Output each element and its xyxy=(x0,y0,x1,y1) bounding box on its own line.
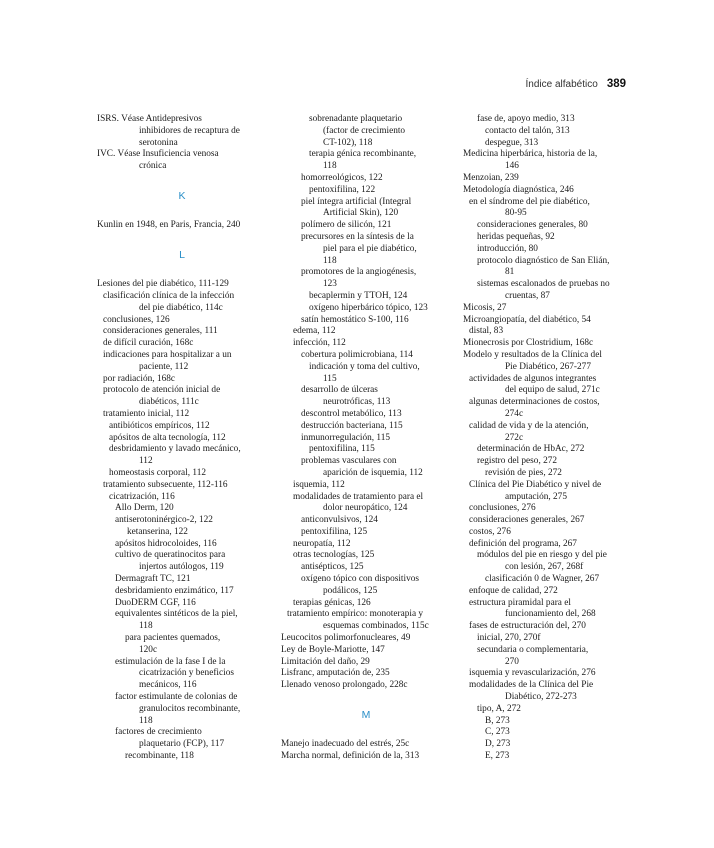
index-entry: 274c xyxy=(505,408,524,419)
index-entry: crónica xyxy=(139,161,167,172)
index-entry: factores de crecimiento xyxy=(115,727,202,738)
index-entry: oxígeno tópico con dispositivos xyxy=(301,574,420,585)
index-column-3 xyxy=(463,114,633,763)
index-entry: plaquetario (FCP), 117 xyxy=(139,739,225,750)
page-number: 389 xyxy=(606,78,626,90)
index-entry: 146 xyxy=(505,161,519,172)
index-entry: pentoxifilina, 122 xyxy=(309,184,376,195)
index-entry: de difícil curación, 168c xyxy=(103,338,194,349)
index-entry: antibióticos empíricos, 112 xyxy=(109,420,210,431)
index-entry: registro del peso, 272 xyxy=(477,456,558,467)
index-entry: amputación, 275 xyxy=(505,491,567,502)
index-entry: granulocitos recombinante, xyxy=(139,703,241,714)
index-entry: podálicos, 125 xyxy=(323,585,378,596)
index-entry: cobertura polimicrobiana, 114 xyxy=(301,349,413,360)
index-entry: tratamiento subsecuente, 112-116 xyxy=(103,479,228,490)
spacer xyxy=(97,232,267,244)
index-entry: edema, 112 xyxy=(293,326,336,337)
index-entry: otras tecnologías, 125 xyxy=(293,550,375,561)
index-entry: módulos del pie en riesgo y del pie xyxy=(477,550,607,561)
spacer xyxy=(97,208,267,220)
index-entry: Pie Diabético, 267-277 xyxy=(505,361,591,372)
index-entry: Menzoian, 239 xyxy=(463,172,519,183)
index-entry: 123 xyxy=(323,279,337,290)
index-entry: infección, 112 xyxy=(293,338,346,349)
index-entry: determinación de HbAc, 272 xyxy=(477,444,585,455)
spacer xyxy=(281,727,451,739)
index-entry: heridas pequeñas, 92 xyxy=(477,231,555,242)
index-entry: estructura piramidal para el xyxy=(469,597,571,608)
index-entry: tratamiento empírico: monoterapia y xyxy=(287,609,424,620)
index-entry: 118 xyxy=(139,621,153,632)
index-entry: consideraciones generales, 111 xyxy=(103,326,218,337)
index-entry: Medicina hiperbárica, historia de la, xyxy=(463,149,598,160)
index-entry: Artificial Skin), 120 xyxy=(323,208,399,219)
index-entry: serotonina xyxy=(139,137,178,148)
index-entry: Diabético, 272-273 xyxy=(505,692,577,703)
index-entry: homeostasis corporal, 112 xyxy=(109,467,206,478)
index-entry: becaplermin y TTOH, 124 xyxy=(309,290,408,301)
spacer xyxy=(97,173,267,185)
index-entry: Lisfranc, amputación de, 235 xyxy=(281,668,390,679)
index-entry: funcionamiento del, 268 xyxy=(505,609,596,620)
index-entry: apósitos de alta tecnología, 112 xyxy=(109,432,226,443)
index-entry: aparición de isquemia, 112 xyxy=(323,467,423,478)
index-entry: Marcha normal, definición de la, 313 xyxy=(281,751,420,762)
index-entry: estimulación de la fase I de la xyxy=(115,656,226,667)
index-entry: mecánicos, 116 xyxy=(139,680,197,691)
running-header xyxy=(526,78,626,90)
index-entry: isquemia, 112 xyxy=(293,479,345,490)
index-entry: 115 xyxy=(323,373,337,384)
index-entry: fase de, apoyo medio, 313 xyxy=(477,114,575,124)
index-entry: 118 xyxy=(139,715,153,726)
index-entry: isquemia y revascularización, 276 xyxy=(469,668,596,679)
index-entry: inmunorregulación, 115 xyxy=(301,432,390,443)
index-entry: neuropatía, 112 xyxy=(293,538,351,549)
index-column-1 xyxy=(97,114,267,763)
index-entry: E, 273 xyxy=(485,751,510,762)
index-entry: diabéticos, 111c xyxy=(139,397,199,408)
index-entry: Dermagraft TC, 121 xyxy=(115,574,191,585)
index-entry: antisépticos, 125 xyxy=(301,562,364,573)
index-entry: por radiación, 168c xyxy=(103,373,176,384)
spacer xyxy=(97,267,267,279)
index-entry: cultivo de queratinocitos para xyxy=(115,550,226,561)
index-entry: contacto del talón, 313 xyxy=(485,125,570,136)
index-entry: Leucocitos polimorfonucleares, 49 xyxy=(281,633,411,644)
index-entry: protocolo diagnóstico de San Elián, xyxy=(477,255,610,266)
index-entry: terapias génicas, 126 xyxy=(293,597,371,608)
index-entry: oxígeno hiperbárico tópico, 123 xyxy=(309,302,428,313)
index-entry: indicación y toma del cultivo, xyxy=(309,361,420,372)
index-entry: modalidades de la Clínica del Pie xyxy=(469,680,594,691)
index-entry: IVC. Véase Insuficiencia venosa xyxy=(97,149,219,160)
index-entry: algunas determinaciones de costos, xyxy=(469,397,600,408)
index-entry: Limitación del daño, 29 xyxy=(281,656,370,667)
index-entry: pentoxifilina, 125 xyxy=(301,526,368,537)
index-entry: apósitos hidrocoloides, 116 xyxy=(115,538,217,549)
index-entry: del equipo de salud, 271c xyxy=(505,385,600,396)
index-entry: 270 xyxy=(505,656,519,667)
index-entry: 81 xyxy=(505,267,515,278)
spacer xyxy=(281,692,451,704)
index-entry: factor estimulante de colonias de xyxy=(115,692,238,703)
index-entry: promotores de la angiogénesis, xyxy=(301,267,417,278)
index-entry: calidad de vida y de la atención, xyxy=(469,420,589,431)
index-entry: Allo Derm, 120 xyxy=(115,503,174,514)
index-entry: satín hemostático S-100, 116 xyxy=(301,314,409,325)
index-entry: consideraciones generales, 80 xyxy=(477,220,588,231)
index-entry: protocolo de atención inicial de xyxy=(103,385,221,396)
index-entry: B, 273 xyxy=(485,715,510,726)
index-entry: Ley de Boyle-Mariotte, 147 xyxy=(281,644,385,655)
index-entry: distal, 83 xyxy=(469,326,504,337)
index-entry: Llenado venoso prolongado, 228c xyxy=(281,680,408,691)
index-entry: injertos autólogos, 119 xyxy=(139,562,224,573)
section-letter: M xyxy=(361,708,371,721)
index-entry: 120c xyxy=(139,644,158,655)
index-entry: C, 273 xyxy=(485,727,510,738)
index-entry: Clínica del Pie Diabético y nivel de xyxy=(469,479,602,490)
index-entry: con lesión, 267, 268f xyxy=(505,562,584,573)
index-entry: DuoDERM CGF, 116 xyxy=(115,597,196,608)
index-entry: del pie diabético, 114c xyxy=(139,302,223,313)
index-entry: cicatrización y beneficios xyxy=(139,668,234,679)
index-entry: (factor de crecimiento xyxy=(323,125,406,136)
index-entry: sobrenadante plaquetario xyxy=(309,114,403,124)
index-entry: desarrollo de úlceras xyxy=(301,385,378,396)
index-entry: 80-95 xyxy=(505,208,527,219)
index-entry: Modelo y resultados de la Clínica del xyxy=(463,349,602,360)
index-entry: sistemas escalonados de pruebas no xyxy=(477,279,610,290)
index-entry: homorreológicos, 122 xyxy=(301,172,383,183)
index-entry: CT-102), 118 xyxy=(323,137,373,148)
index-entry: conclusiones, 276 xyxy=(469,503,536,514)
index-entry: destrucción bacteriana, 115 xyxy=(301,420,403,431)
index-entry: Metodología diagnóstica, 246 xyxy=(463,184,574,195)
section-title: Índice alfabético xyxy=(525,79,598,90)
index-entry: indicaciones para hospitalizar a un xyxy=(103,349,232,360)
index-entry: costos, 276 xyxy=(469,526,511,537)
index-entry: paciente, 112 xyxy=(139,361,189,372)
index-entry: recombinante, 118 xyxy=(125,751,194,762)
index-entry: clasificación 0 de Wagner, 267 xyxy=(485,574,600,585)
index-entry: modalidades de tratamiento para el xyxy=(293,491,424,502)
index-entry: ketanserina, 122 xyxy=(127,526,188,537)
index-entry: pentoxifilina, 115 xyxy=(309,444,375,455)
index-entry: Microangiopatía, del diabético, 54 xyxy=(463,314,591,325)
index-entry: Lesiones del pie diabético, 111-129 xyxy=(97,279,229,290)
index-entry: problemas vasculares con xyxy=(301,456,397,467)
index-entry: despegue, 313 xyxy=(485,137,539,148)
index-entry: 118 xyxy=(323,255,337,266)
index-entry: polímero de silicón, 121 xyxy=(301,220,392,231)
index-entry: definición del programa, 267 xyxy=(469,538,577,549)
index-entry: tratamiento inicial, 112 xyxy=(103,408,190,419)
index-entry: Kunlin en 1948, en Paris, Francia, 240 xyxy=(97,220,241,231)
index-entry: secundaria o complementaria, xyxy=(477,644,589,655)
index-entry: inhibidores de recaptura de xyxy=(139,125,240,136)
index-entry: revisión de pies, 272 xyxy=(485,467,562,478)
index-entry: anticonvulsivos, 124 xyxy=(301,515,378,526)
index-entry: desbridamiento y lavado mecánico, xyxy=(109,444,241,455)
index-entry: consideraciones generales, 267 xyxy=(469,515,585,526)
index-entry: para pacientes quemados, xyxy=(125,633,221,644)
index-entry: terapia génica recombinante, xyxy=(309,149,417,160)
index-entry: fases de estructuración del, 270 xyxy=(469,621,586,632)
index-entry: Micosis, 27 xyxy=(463,302,507,313)
index-entry: inicial, 270, 270f xyxy=(477,633,541,644)
index-entry: tipo, A, 272 xyxy=(477,703,521,714)
index-entry: en el síndrome del pie diabético, xyxy=(469,196,590,207)
index-entry: clasificación clínica de la infección xyxy=(103,290,235,301)
index-entry: conclusiones, 126 xyxy=(103,314,170,325)
index-entry: dolor neuropático, 124 xyxy=(323,503,408,514)
index-entry: desbridamiento enzimático, 117 xyxy=(115,585,234,596)
index-entry: piel íntegra artificial (Integral xyxy=(301,196,412,207)
index-column-2 xyxy=(281,114,451,763)
section-letter: K xyxy=(178,189,186,202)
index-entry: actividades de algunos integrantes xyxy=(469,373,597,384)
index-entry: descontrol metabólico, 113 xyxy=(301,408,402,419)
index-entry: 118 xyxy=(323,161,337,172)
index-entry: 112 xyxy=(139,456,153,467)
index-entry: 272c xyxy=(505,432,524,443)
index-entry: cruentas, 87 xyxy=(505,290,550,301)
index-entry: enfoque de calidad, 272 xyxy=(469,585,558,596)
index-entry: esquemas combinados, 115c xyxy=(323,621,429,632)
section-letter: L xyxy=(179,248,185,261)
index-entry: cicatrización, 116 xyxy=(109,491,175,502)
index-entry: D, 273 xyxy=(485,739,511,750)
index-entry: piel para el pie diabético, xyxy=(323,243,417,254)
index-entry: precursores en la síntesis de la xyxy=(301,231,414,242)
index-entry: Mionecrosis por Clostridium, 168c xyxy=(463,338,594,349)
index-entry: ISRS. Véase Antidepresivos xyxy=(97,114,202,124)
index-entry: neurotróficas, 113 xyxy=(323,397,391,408)
index-entry: antiserotoninérgico-2, 122 xyxy=(115,515,213,526)
index-entry: introducción, 80 xyxy=(477,243,538,254)
index-entry: Manejo inadecuado del estrés, 25c xyxy=(281,739,410,750)
index-entry: equivalentes sintéticos de la piel, xyxy=(115,609,238,620)
